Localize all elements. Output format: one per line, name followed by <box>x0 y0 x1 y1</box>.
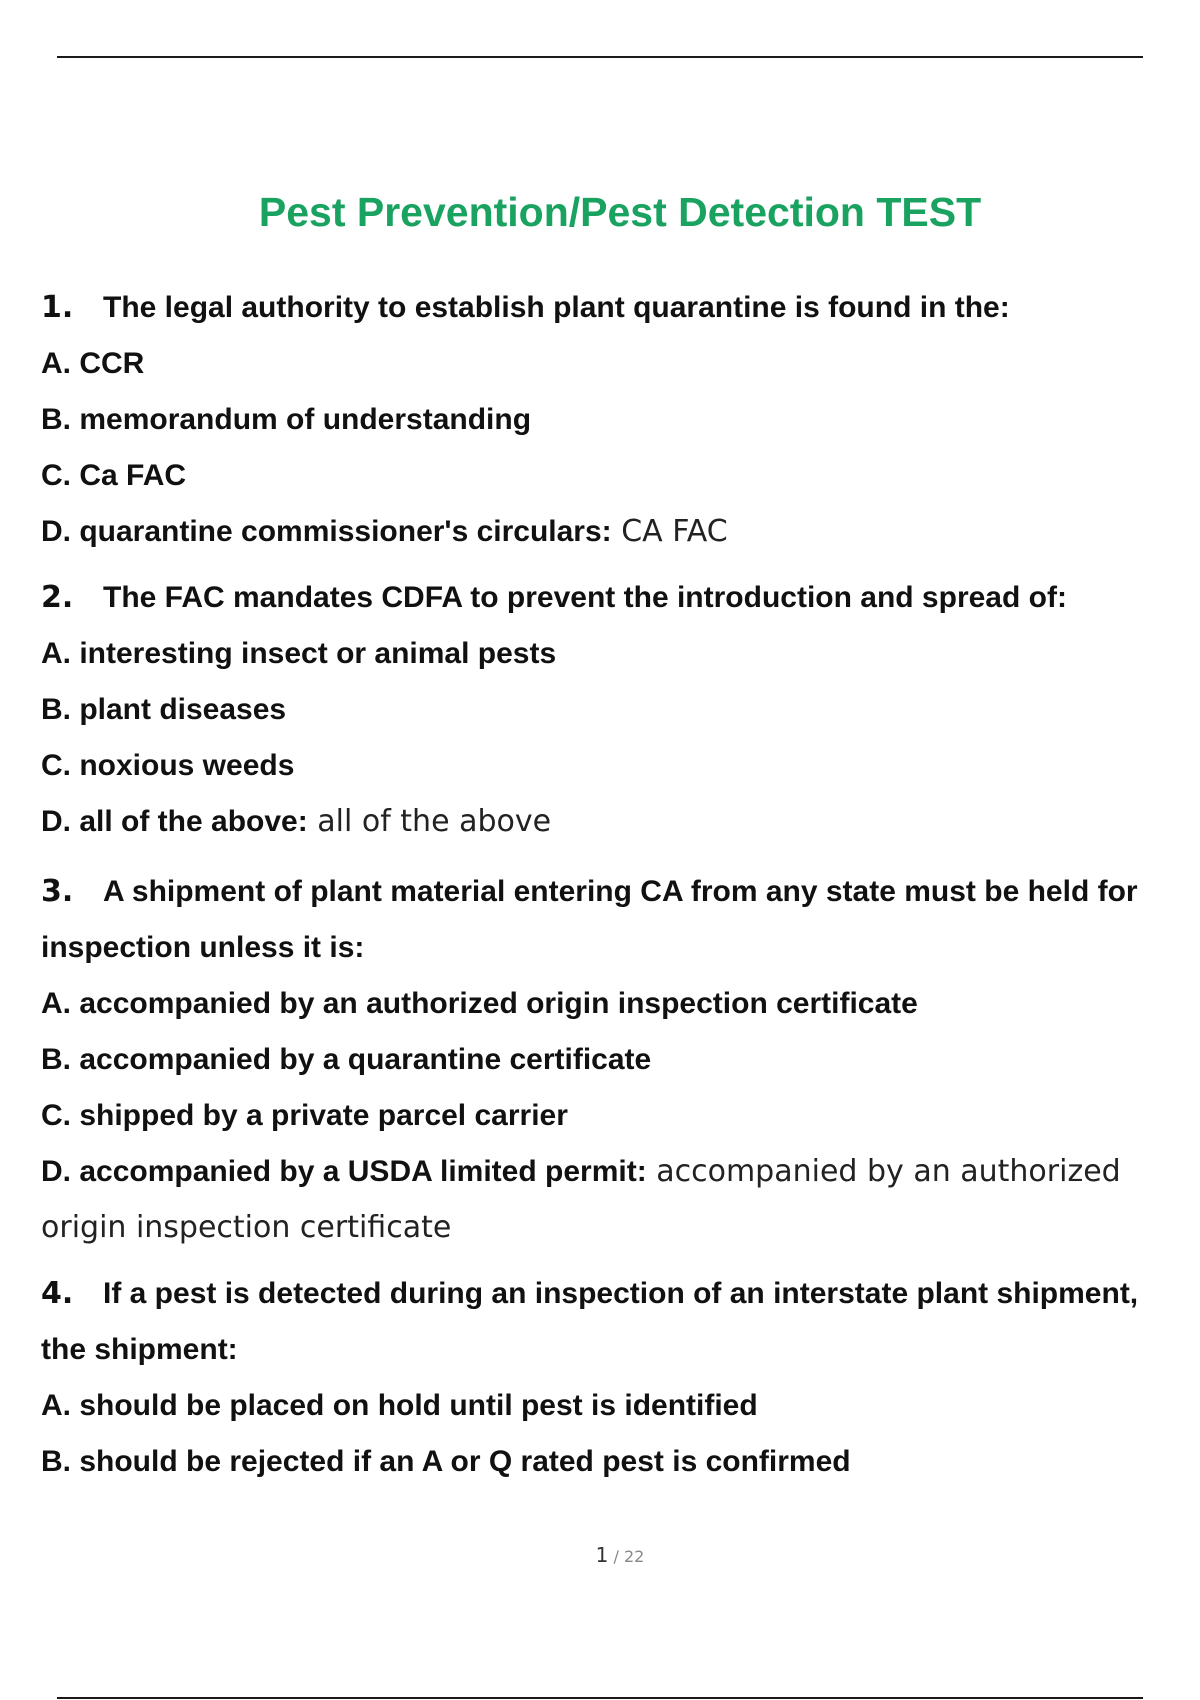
question-text <box>41 280 1171 336</box>
question-text <box>41 570 1171 626</box>
option-b: B. plant diseases <box>41 693 287 726</box>
page-number <box>0 1543 1200 1567</box>
option-d-label: D. accompanied by a USDA limited permit: <box>41 1155 647 1188</box>
option-c: C. Ca FAC <box>41 459 187 492</box>
option-b: B. should be rejected if an A or Q rated pest is confirmed <box>41 1445 851 1478</box>
question-prompt: The legal authority to establish plant quarantine is found in the: <box>103 291 1010 324</box>
option-a: A. accompanied by an authorized origin inspection certificate <box>41 987 918 1020</box>
option-d <box>41 1144 1171 1256</box>
question-prompt: If a pest is detected during an inspection of an interstate plant shipment, the shipment: <box>41 1277 1139 1366</box>
question-3 <box>41 864 1171 1256</box>
question-text <box>41 1266 1171 1378</box>
answer-text: all of the above <box>307 804 552 839</box>
option-a: A. should be placed on hold until pest is identified <box>41 1389 758 1422</box>
option-d <box>41 504 1171 560</box>
option-c: C. shipped by a private parcel carrier <box>41 1099 568 1132</box>
option-a: A. interesting insect or animal pests <box>41 637 557 670</box>
option-d <box>41 794 1171 850</box>
option-b: B. accompanied by a quarantine certificate <box>41 1043 652 1076</box>
page-total: / 22 <box>608 1547 645 1566</box>
option-d-label: D. quarantine commissioner's circulars: <box>41 515 612 548</box>
question-number: 3. <box>41 874 74 909</box>
option-a: A. CCR <box>41 347 145 380</box>
question-list <box>41 280 1171 1500</box>
document-title: Pest Prevention/Pest Detection TEST <box>258 189 982 235</box>
question-number: 4. <box>41 1276 74 1311</box>
question-prompt: A shipment of plant material entering CA from any state must be held for inspection unless it is: <box>41 875 1138 964</box>
option-d-label: D. all of the above: <box>41 805 308 838</box>
question-1 <box>41 280 1171 560</box>
header-rule <box>57 56 1143 58</box>
question-number: 1. <box>41 290 74 325</box>
question-2 <box>41 570 1171 850</box>
question-number: 2. <box>41 580 74 615</box>
question-text <box>41 864 1171 976</box>
answer-text: CA FAC <box>611 514 728 549</box>
option-b: B. memorandum of understanding <box>41 403 532 436</box>
question-4 <box>41 1266 1171 1490</box>
question-prompt: The FAC mandates CDFA to prevent the introduction and spread of: <box>103 581 1067 614</box>
option-c: C. noxious weeds <box>41 749 295 782</box>
answer-text: accompanied by an authorized origin inspection certificate <box>41 1154 1121 1245</box>
footer-rule <box>57 1697 1143 1699</box>
page-current: 1 <box>595 1543 609 1567</box>
